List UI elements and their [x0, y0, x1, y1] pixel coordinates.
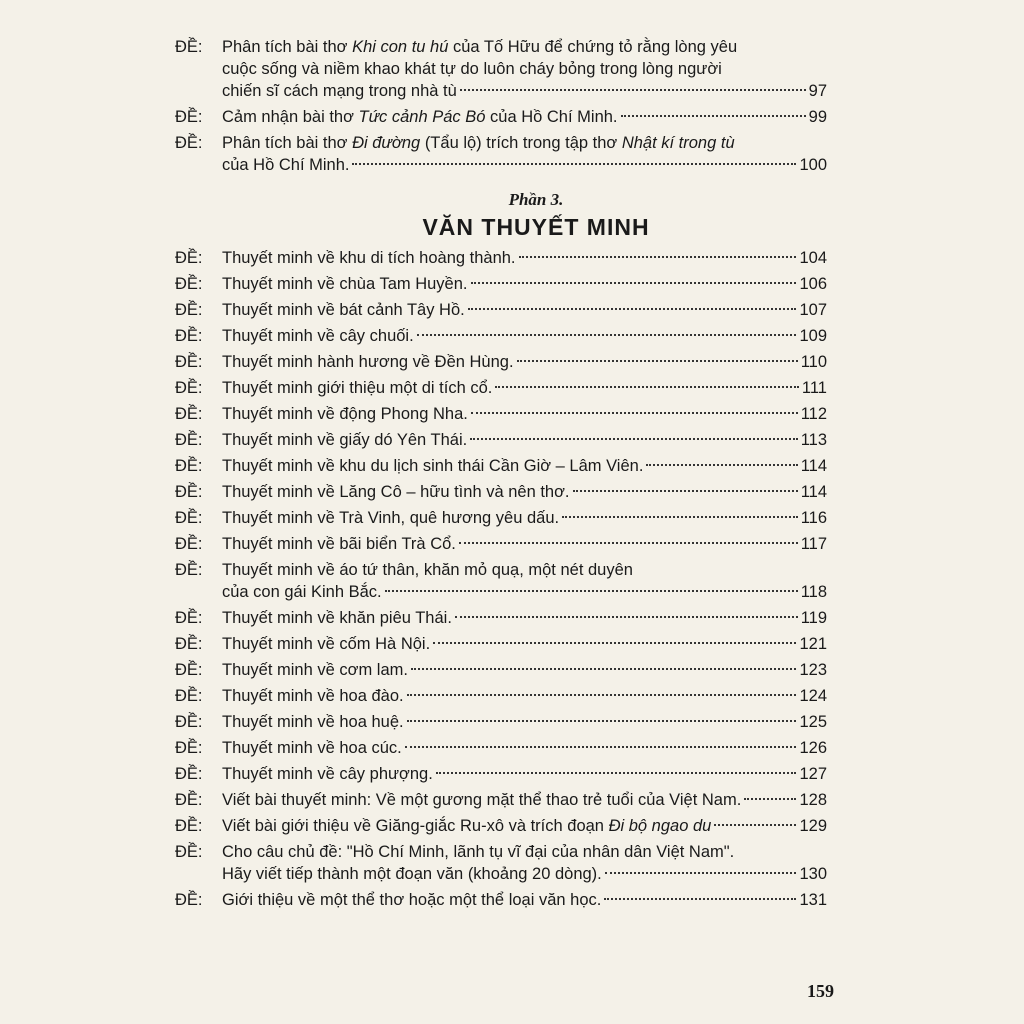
toc-entry — [175, 789, 827, 811]
entry-text: Thuyết minh về khăn piêu Thái. — [222, 609, 452, 627]
part-label: Phần 3. — [508, 190, 564, 209]
toc-entry: ĐỀ: Phân tích bài thơ Đi đường (Tẩu lộ) trích trong tập thơ Nhật kí trong tù của Hồ Chí Minh. 100 — [175, 134, 827, 174]
toc-entry — [175, 351, 827, 373]
toc-entry — [175, 533, 827, 555]
entry-title: Tức cảnh Pác Bó — [358, 108, 486, 126]
toc-entry — [175, 633, 827, 655]
toc-entry — [175, 247, 827, 269]
entry-text: Thuyết minh về chùa Tam Huyền. — [222, 275, 468, 293]
toc-entry — [175, 685, 827, 707]
section-title: VĂN THUYẾT MINH — [422, 214, 650, 240]
entry-label: ĐỀ: — [175, 609, 203, 627]
entry-text: Thuyết minh về giấy dó Yên Thái. — [222, 431, 468, 449]
entry-title: Khi con tu hú — [352, 38, 449, 56]
entry-page: 129 — [799, 817, 827, 835]
toc-entry — [175, 455, 827, 477]
toc-entry — [175, 429, 827, 451]
entry-page: 119 — [800, 609, 827, 627]
entry-page: 99 — [808, 108, 827, 126]
toc-entry — [175, 659, 827, 681]
entry-page: 113 — [800, 431, 827, 449]
entry-label: ĐỀ: — [175, 817, 203, 835]
entry-text: Thuyết minh về cơm lam. — [222, 661, 408, 679]
entry-text: Thuyết minh về hoa đào. — [222, 687, 404, 705]
entry-text: Thuyết minh về hoa cúc. — [222, 739, 402, 757]
entry-label: ĐỀ: — [175, 431, 203, 449]
entry-page: 127 — [799, 765, 827, 783]
toc-entry — [175, 377, 827, 399]
entry-text: Thuyết minh giới thiệu một di tích cổ. — [222, 379, 493, 397]
entry-label: ĐỀ: — [175, 483, 203, 501]
entry-text: Thuyết minh về Trà Vinh, quê hương yêu dấu. — [222, 509, 560, 527]
entry-title: Đi bộ ngao du — [608, 817, 712, 835]
toc-entry — [175, 507, 827, 529]
entry-label: ĐỀ: — [175, 38, 203, 56]
entry-label: ĐỀ: — [175, 661, 203, 679]
toc-entry — [175, 737, 827, 759]
entry-label: ĐỀ: — [175, 275, 203, 293]
entry-label: ĐỀ: — [175, 457, 203, 475]
entry-page: 111 — [801, 379, 827, 397]
toc-entry: ĐỀ: Phân tích bài thơ Khi con tu hú của Tố Hữu để chứng tỏ rằng lòng yêu cuộc sống và niềm khao khát tự do luôn cháy bỏng trong lòng người chiến sĩ cách mạng trong nhà tù 97 — [175, 38, 827, 100]
entry-label: ĐỀ: — [175, 405, 203, 423]
toc-entry: ĐỀ: Cảm nhận bài thơ Tức cảnh Pác Bó của Hồ Chí Minh. 99 — [175, 108, 827, 126]
entry-page: 114 — [800, 457, 827, 475]
toc-entry: ĐỀ: Viết bài giới thiệu về Giăng-giắc Ru-xô và trích đoạn Đi bộ ngao du 129 — [175, 817, 827, 835]
entry-text: Thuyết minh về bãi biển Trà Cổ. — [222, 535, 456, 553]
entry-page: 106 — [799, 275, 827, 293]
entry-text: Thuyết minh hành hương về Đền Hùng. — [222, 353, 514, 371]
entry-page: 130 — [799, 865, 827, 883]
entry-text: Thuyết minh về hoa huệ. — [222, 713, 404, 731]
entry-text: Viết bài thuyết minh: Về một gương mặt thể thao trẻ tuổi của Việt Nam. — [222, 791, 742, 809]
entry-text: Thuyết minh về cây phượng. — [222, 765, 433, 783]
toc-entry: ĐỀ: Giới thiệu về một thể thơ hoặc một thể loại văn học. 131 — [175, 891, 827, 909]
entry-label: ĐỀ: — [175, 561, 203, 579]
entry-page: 126 — [799, 739, 827, 757]
entry-page: 112 — [800, 405, 827, 423]
table-of-contents — [175, 36, 827, 915]
toc-entry — [175, 325, 827, 347]
entry-page: 123 — [799, 661, 827, 679]
toc-entry — [175, 763, 827, 785]
entry-page: 125 — [799, 713, 827, 731]
entry-text: Thuyết minh về Lăng Cô – hữu tình và nên thơ. — [222, 483, 570, 501]
entry-label: ĐỀ: — [175, 713, 203, 731]
entry-page: 121 — [799, 635, 827, 653]
entry-label: ĐỀ: — [175, 108, 203, 126]
entry-text: Thuyết minh về khu du lịch sinh thái Cần Giờ – Lâm Viên. — [222, 457, 644, 475]
toc-entry — [175, 403, 827, 425]
entry-text: Thuyết minh về cây chuối. — [222, 327, 414, 345]
entry-text: Thuyết minh về khu di tích hoàng thành. — [222, 249, 516, 267]
entry-page: 131 — [799, 891, 827, 909]
entry-label: ĐỀ: — [175, 509, 203, 527]
entry-label: ĐỀ: — [175, 535, 203, 553]
entry-page: 116 — [800, 509, 827, 527]
entry-label: ĐỀ: — [175, 843, 203, 861]
entry-page: 97 — [808, 82, 827, 100]
entry-page: 100 — [799, 156, 827, 174]
entry-label: ĐỀ: — [175, 249, 203, 267]
entry-text: Thuyết minh về bát cảnh Tây Hồ. — [222, 301, 465, 319]
entry-label: ĐỀ: — [175, 379, 203, 397]
entry-page: 110 — [800, 353, 827, 371]
entry-label: ĐỀ: — [175, 327, 203, 345]
toc-entry: ĐỀ: Cho câu chủ đề: "Hồ Chí Minh, lãnh tụ vĩ đại của nhân dân Việt Nam". Hãy viết tiếp thành một đoạn văn (khoảng 20 dòng). 130 — [175, 843, 827, 883]
toc-entry — [175, 711, 827, 733]
entry-label: ĐỀ: — [175, 891, 203, 909]
entry-page: 117 — [800, 535, 827, 553]
entry-label: ĐỀ: — [175, 134, 203, 152]
entry-label: ĐỀ: — [175, 301, 203, 319]
entry-text: Thuyết minh về cốm Hà Nội. — [222, 635, 431, 653]
section-heading — [175, 190, 827, 241]
entry-label: ĐỀ: — [175, 353, 203, 371]
page-number: 159 — [807, 981, 834, 1001]
entry-text: Thuyết minh về động Phong Nha. — [222, 405, 468, 423]
entry-label: ĐỀ: — [175, 635, 203, 653]
entry-page: 124 — [799, 687, 827, 705]
entry-label: ĐỀ: — [175, 765, 203, 783]
toc-entry — [175, 299, 827, 321]
entry-label: ĐỀ: — [175, 739, 203, 757]
toc-entry — [175, 481, 827, 503]
toc-entry: ĐỀ: Thuyết minh về áo tứ thân, khăn mỏ quạ, một nét duyên của con gái Kinh Bắc. 118 — [175, 561, 827, 601]
entry-page: 107 — [799, 301, 827, 319]
entry-page: 118 — [800, 583, 827, 601]
toc-entry — [175, 607, 827, 629]
entry-page: 104 — [799, 249, 827, 267]
entry-page: 109 — [799, 327, 827, 345]
entry-label: ĐỀ: — [175, 791, 203, 809]
entry-page: 114 — [800, 483, 827, 501]
toc-entry — [175, 273, 827, 295]
entry-page: 128 — [799, 791, 827, 809]
entry-label: ĐỀ: — [175, 687, 203, 705]
